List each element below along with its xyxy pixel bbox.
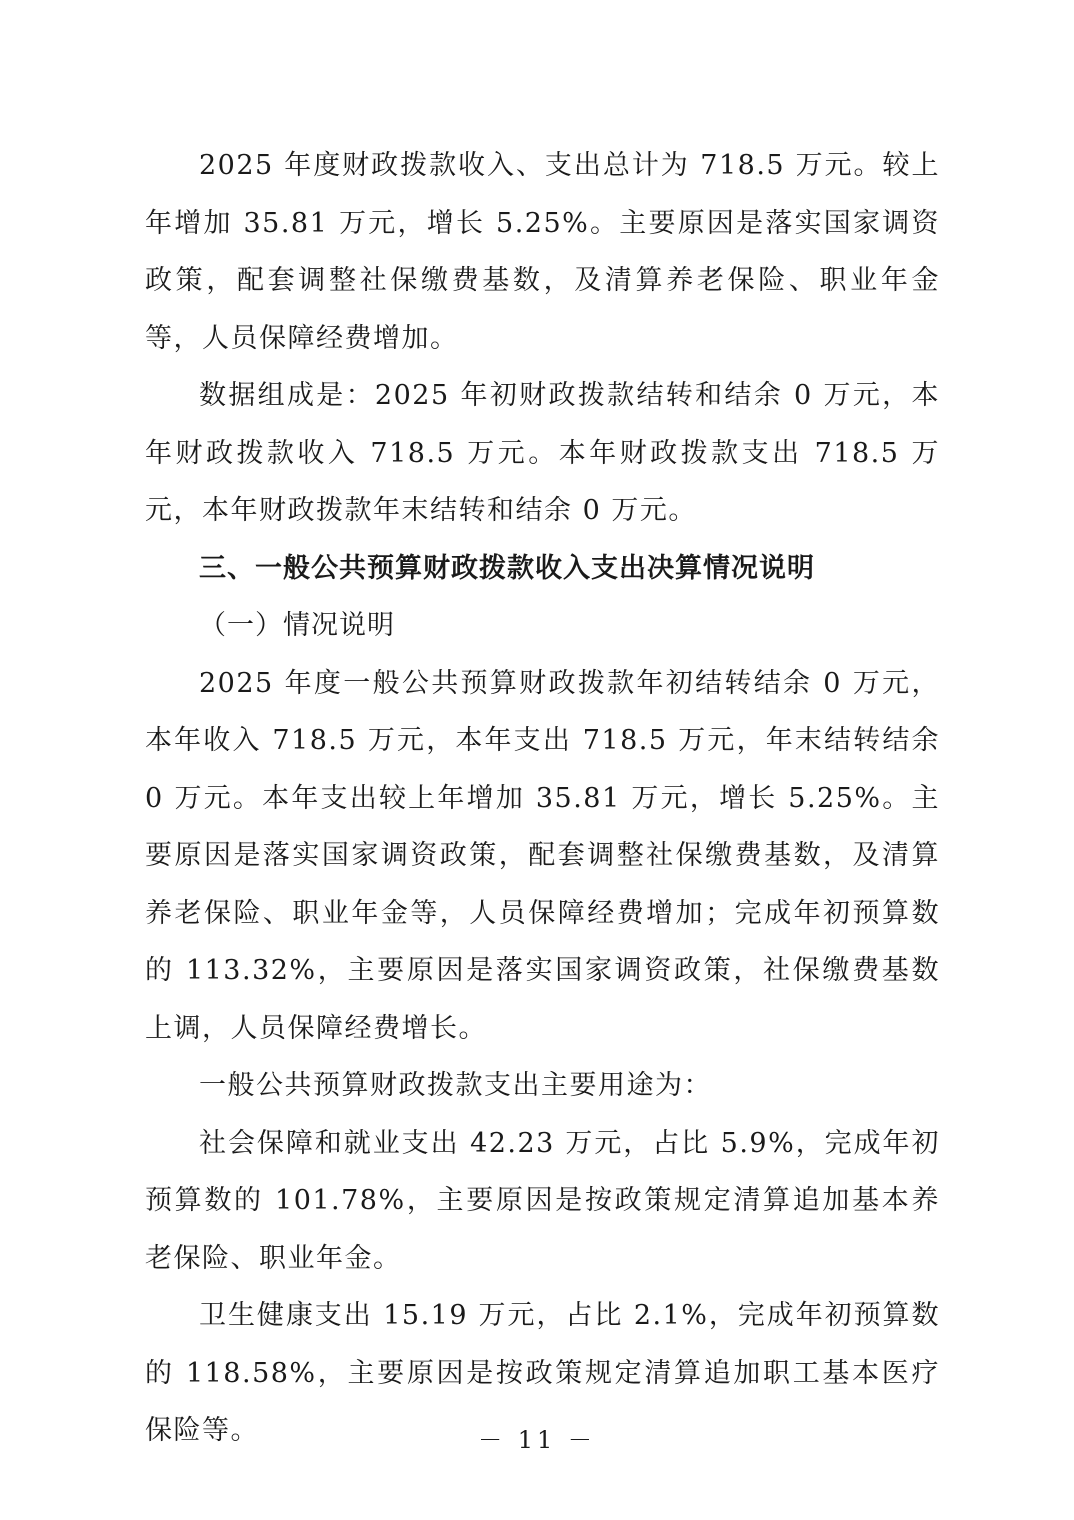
section-heading: 三、一般公共预算财政拨款收入支出决算情况说明 bbox=[199, 552, 815, 584]
document-body bbox=[145, 137, 940, 1460]
page-number: － 11 － bbox=[478, 1426, 596, 1454]
paragraph-general-budget: 2025 年度一般公共预算财政拨款年初结转结余 0 万元，本年收入 718.5 万元，本年支出 718.5 万元，年末结转结余 0 万元。本年支出较上年增加 35.81 万元，增长 5.25%。主要原因是落实国家调资政策，配套调整社保缴费基数，及清算养老保险、职业年金等，人员保障经费增加；完成年初预算数的 113.32%，主要原因是落实国家调资政策，社保缴费基数上调，人员保障经费增长。 bbox=[145, 667, 940, 1044]
paragraph-social-security: 社会保障和就业支出 42.23 万元，占比 5.9%，完成年初预算数的 101.78%，主要原因是按政策规定清算追加基本养老保险、职业年金。 bbox=[145, 1127, 940, 1274]
paragraph-health: 卫生健康支出 15.19 万元，占比 2.1%，完成年初预算数的 118.58%，主要原因是按政策规定清算追加职工基本医疗保险等。 bbox=[145, 1300, 940, 1446]
paragraph-data-composition: 数据组成是：2025 年初财政拨款结转和结余 0 万元，本年财政拨款收入 718.5 万元。本年财政拨款支出 718.5 万元，本年财政拨款年末结转和结余 0 万元。 bbox=[145, 380, 940, 526]
paragraph-main-uses-intro: 一般公共预算财政拨款支出主要用途为： bbox=[199, 1070, 712, 1101]
subsection-heading: （一）情况说明 bbox=[199, 610, 395, 641]
paragraph-total-income-expense: 2025 年度财政拨款收入、支出总计为 718.5 万元。较上年增加 35.81 万元，增长 5.25%。主要原因是落实国家调资政策，配套调整社保缴费基数，及清算养老保险、职业年金等，人员保障经费增加。 bbox=[145, 150, 940, 354]
